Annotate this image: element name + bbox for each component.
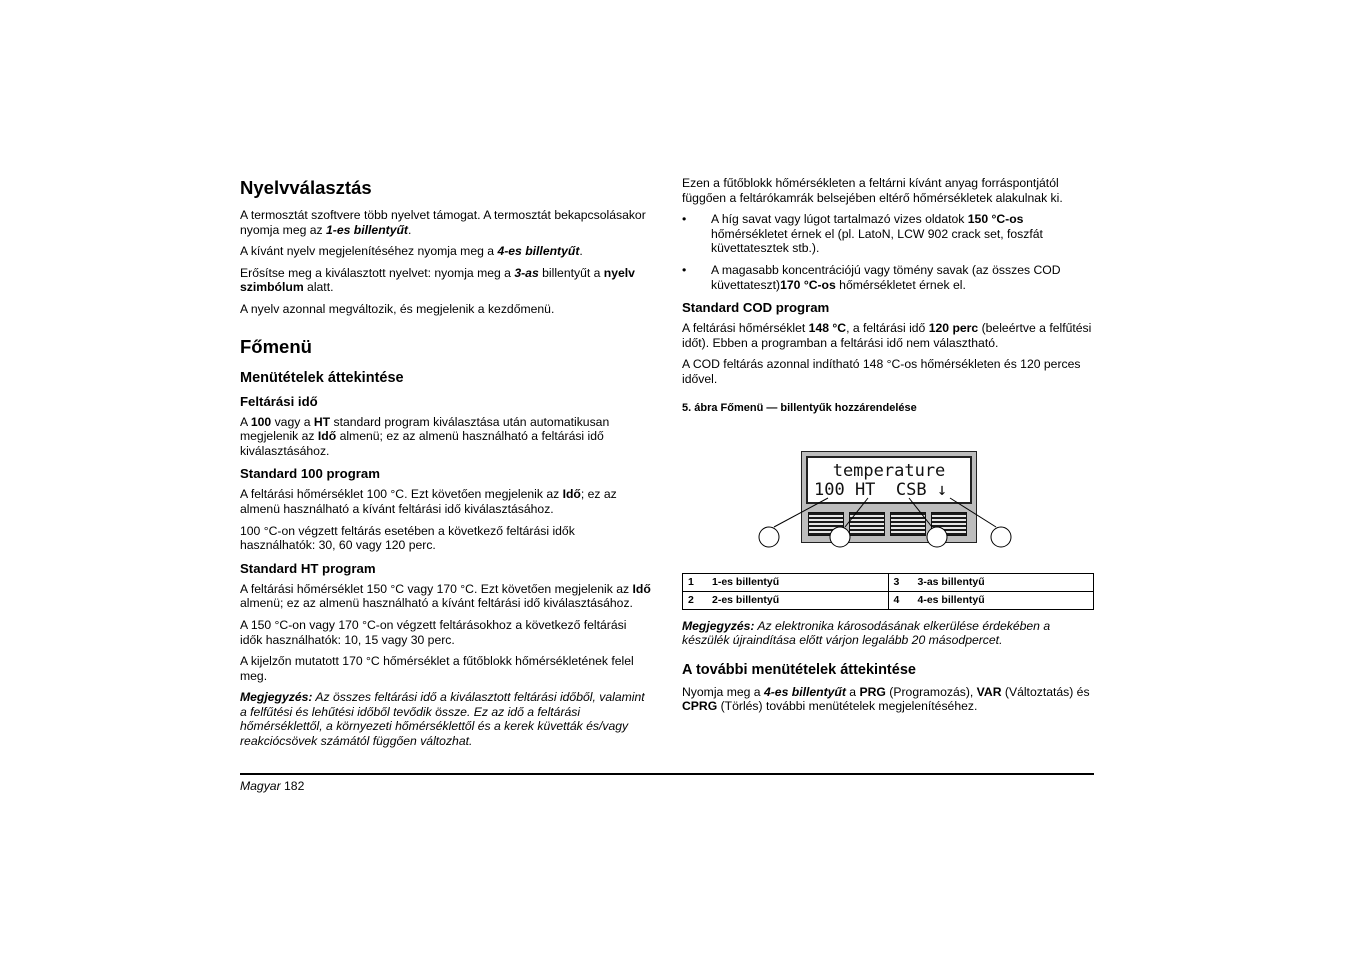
footer-rule <box>240 773 1094 775</box>
page-footer: Magyar 182 <box>240 779 305 793</box>
paragraph: Ezen a fűtőblokk hőmérsékleten a feltárni kívánt anyag forráspontjától függően a feltárókamrák belsejében eltérő hőmérsékletek alakulnak ki. <box>682 176 1063 205</box>
heading-standard-cod: Standard COD program <box>682 300 830 316</box>
heading-more-menu-items: A további menütételek áttekintése <box>682 661 916 678</box>
table-row <box>683 573 1094 591</box>
paragraph: 100 °C-on végzett feltárás esetében a következő feltárási idők használhatók: 30, 60 vagy 120 perc. <box>240 523 575 553</box>
paragraph: A kijelzőn mutatott 170 °C hőmérséklet a fűtőblokk hőmérsékletének felel meg. <box>240 654 634 683</box>
paragraph: A 150 °C-on vagy 170 °C-on végzett feltárásokhoz a következő feltárási idők használhatók: 10, 15 vagy 30 perc. <box>240 617 627 647</box>
heading-standard-ht: Standard HT program <box>240 560 376 576</box>
bullet-list <box>682 212 1094 292</box>
device-figure <box>682 419 1094 573</box>
paragraph: Nyomja meg a 4-es billentyűt a PRG (Programozás), VAR (Változtatás) és CPRG (Törlés) további menütételek megjelenítéséhez. <box>682 684 1090 714</box>
right-column <box>682 176 1094 721</box>
paragraph: A feltárási hőmérséklet 148 °C, a feltárási idő 120 perc (beleértve a felfűtési időt). Ebben a programban a feltárási idő nem választható. <box>682 321 1092 350</box>
paragraph: A nyelv azonnal megváltozik, és megjelenik a kezdőmenü. <box>240 301 555 316</box>
callout-lines <box>682 419 1094 573</box>
lcd-line-2: 100 HT CSB ↓ <box>814 479 948 500</box>
note: Megjegyzés: Az elektronika károsodásának elkerülése érdekében a készülék újraindítása előtt várjon legalább 20 másodpercet. <box>682 618 1051 648</box>
callout-circle-3 <box>927 527 947 547</box>
table-cell: 2 2-es billentyű <box>683 591 889 609</box>
callout-circle-4 <box>991 527 1011 547</box>
paragraph: A feltárási hőmérséklet 100 °C. Ezt követően megjelenik az Idő; ez az almenü használható a kívánt feltárási idő kiválasztásához. <box>240 487 617 516</box>
paragraph: Erősítse meg a kiválasztott nyelvet: nyomja meg a 3-as billentyűt a nyelv szimbólum alatt. <box>240 265 635 295</box>
paragraph: A feltárási hőmérséklet 150 °C vagy 170 °C. Ezt követően megjelenik az Idő almenü; ez az almenü használható a kívánt feltárási idő kiválasztásához. <box>240 581 651 611</box>
paragraph: A kívánt nyelv megjelenítéséhez nyomja meg a 4-es billentyűt. <box>240 244 583 259</box>
paragraph: A 100 vagy a HT standard program kiválasztása után automatikusan megjelenik az Idő almenü; ez az almenü használható a feltárási idő kiválasztásához. <box>240 414 610 458</box>
key-legend-table <box>682 573 1094 610</box>
table-row <box>683 591 1094 609</box>
table-cell: 1 1-es billentyű <box>683 573 889 591</box>
bullet-icon: • <box>682 212 687 227</box>
paragraph: A termosztát szoftvere több nyelvet támogat. A termosztát bekapcsolásakor nyomja meg az 1-es billentyűt. <box>240 208 646 237</box>
heading-main-menu: Főmenü <box>240 335 312 357</box>
list-item: • A híg savat vagy lúgot tartalmazó vizes oldatok 150 °C-os hőmérsékletet érnek el (pl. LatoN, LCW 902 crack set, foszfát küvettatesztek stb.). <box>682 212 1043 256</box>
callout-circle-2 <box>830 527 850 547</box>
left-column <box>240 176 652 756</box>
table-cell: 4 4-es billentyű <box>888 591 1094 609</box>
table-cell: 3 3-as billentyű <box>888 573 1094 591</box>
callout-circle-1 <box>759 527 779 547</box>
figure-caption: 5. ábra Főmenü — billentyűk hozzárendelése <box>682 401 917 414</box>
heading-digestion-time: Feltárási idő <box>240 393 318 409</box>
heading-standard-100: Standard 100 program <box>240 466 380 482</box>
paragraph: A COD feltárás azonnal indítható 148 °C-os hőmérsékleten és 120 perces idővel. <box>682 357 1081 386</box>
lcd-line-1: temperature <box>832 460 946 481</box>
list-item: • A magasabb koncentrációjú vagy tömény savak (az összes COD küvettateszt)170 °C-os hőmérsékletet érnek el. <box>682 262 1061 292</box>
heading-language-selection: Nyelvválasztás <box>240 177 372 198</box>
note: Megjegyzés: Az összes feltárási idő a kiválasztott feltárási időből, valamint a felfűtési és lehűtési időből tevődik össze. Ez az idő a feltárási hőmérséklettől, a környezeti hőmérséklettől és a kerek küvetták és/vagy reakciócsövek számától függően változhat. <box>240 690 645 749</box>
heading-menu-overview: Menütételek áttekintése <box>240 369 404 386</box>
bullet-icon: • <box>682 262 687 277</box>
